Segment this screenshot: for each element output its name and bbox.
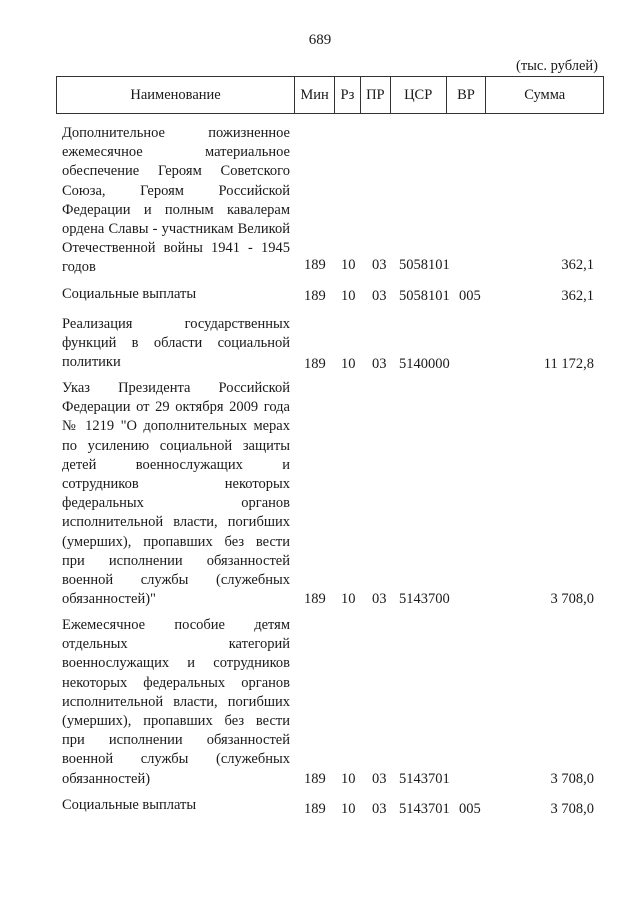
column-header-min: Мин [294, 77, 334, 113]
row-rz: 10 [341, 771, 356, 787]
row-pr: 03 [372, 288, 387, 304]
row-pr: 03 [372, 591, 387, 607]
column-header-vr: ВР [446, 77, 486, 113]
row-name: Дополнительное пожизненное ежемесячное материальное обеспечение Героям Советского Союза, Героям Российской Федерации и полным кавалерам ордена Славы - участникам Великой Отечественной войны 1941 - 1945 годов [62, 125, 290, 276]
row-rz: 10 [341, 257, 356, 273]
row-min: 189 [304, 288, 326, 304]
row-rz: 10 [341, 356, 356, 372]
row-sum: 3 708,0 [550, 801, 594, 817]
row-rz: 10 [341, 288, 356, 304]
column-header-name: Наименование [130, 86, 221, 103]
row-rz: 10 [341, 591, 356, 607]
row-min: 189 [304, 591, 326, 607]
row-sum: 3 708,0 [550, 591, 594, 607]
row-pr: 03 [372, 771, 387, 787]
row-csr: 5058101 [399, 257, 450, 273]
column-header-sum: Сумма [485, 77, 603, 113]
row-values [56, 255, 604, 275]
row-min: 189 [304, 356, 326, 372]
row-csr: 5143700 [399, 591, 450, 607]
row-min: 189 [304, 257, 326, 273]
units-label: (тыс. рублей) [516, 58, 598, 74]
row-values [56, 799, 604, 819]
row-name: Ежемесячное пособие детям отдельных категорий военнослужащих и сотрудников некоторых федеральных органов исполнительной власти, погибших (умерших), пропавших без вести при исполнении обязанностей военной службы (служебных обязанностей) [62, 617, 290, 787]
row-pr: 03 [372, 257, 387, 273]
column-header-pr: ПР [360, 77, 390, 113]
row-values [56, 589, 604, 609]
row-csr: 5058101 [399, 288, 450, 304]
row-sum: 362,1 [561, 288, 594, 304]
row-name: Указ Президента Российской Федерации от 29 октября 2009 года № 1219 "О дополнительных мерах по усилению социальной защиты детей военнослужащих и сотрудников некоторых федеральных органов исполнительной власти, погибших (умерших), пропавших без вести при исполнении обязанностей военной службы (служебных обязанностей)" [62, 380, 290, 608]
row-name: Социальные выплаты [62, 797, 197, 813]
row-vr: 005 [459, 801, 481, 817]
row-pr: 03 [372, 356, 387, 372]
column-header-rz: Рз [334, 77, 360, 113]
row-values [56, 286, 604, 306]
row-sum: 11 172,8 [543, 356, 594, 372]
row-min: 189 [304, 771, 326, 787]
page-number: 689 [308, 32, 332, 48]
row-csr: 5143701 [399, 771, 450, 787]
row-vr: 005 [459, 288, 481, 304]
row-min: 189 [304, 801, 326, 817]
row-name: Реализация государственных функций в области социальной политики [62, 316, 290, 371]
row-values [56, 769, 604, 789]
row-name: Социальные выплаты [62, 286, 197, 302]
row-rz: 10 [341, 801, 356, 817]
row-csr: 5140000 [399, 356, 450, 372]
row-sum: 362,1 [561, 257, 594, 273]
row-values [56, 354, 604, 374]
column-header-csr: ЦСР [390, 77, 446, 113]
table-header [56, 76, 604, 114]
row-csr: 5143701 [399, 801, 450, 817]
row-pr: 03 [372, 801, 387, 817]
row-sum: 3 708,0 [550, 771, 594, 787]
